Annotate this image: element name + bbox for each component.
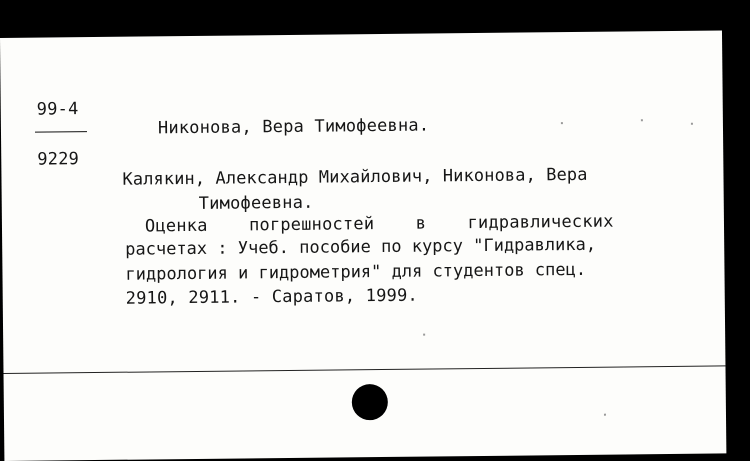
call-number-divider bbox=[35, 131, 87, 133]
call-number-bottom: 9229 bbox=[37, 149, 80, 170]
authors-line-1: Калякин, Александр Михайлович, Никонова, Вера bbox=[122, 164, 588, 190]
paper-speck bbox=[641, 119, 643, 121]
paper-speck bbox=[423, 334, 425, 336]
title-line-1: Оценка погрешностей в гидравлических bbox=[144, 211, 614, 237]
bottom-divider bbox=[4, 365, 726, 374]
paper-speck bbox=[604, 414, 606, 416]
catalog-card bbox=[0, 30, 726, 461]
title-line-3: гидрология и гидрометрия" для студентов спец. bbox=[125, 259, 587, 285]
call-number-top: 99-4 bbox=[36, 99, 79, 120]
title-line-4: 2910, 2911. - Саратов, 1999. bbox=[125, 285, 419, 309]
paper-speck bbox=[691, 123, 693, 125]
paper-speck bbox=[561, 122, 563, 124]
card-punch-hole bbox=[352, 384, 388, 420]
title-line-2: расчетах : Учеб. пособие по курсу "Гидравлика, bbox=[125, 234, 597, 260]
main-heading: Никонова, Вера Тимофеевна. bbox=[157, 115, 430, 139]
authors-line-2: Тимофеевна. bbox=[198, 192, 314, 214]
